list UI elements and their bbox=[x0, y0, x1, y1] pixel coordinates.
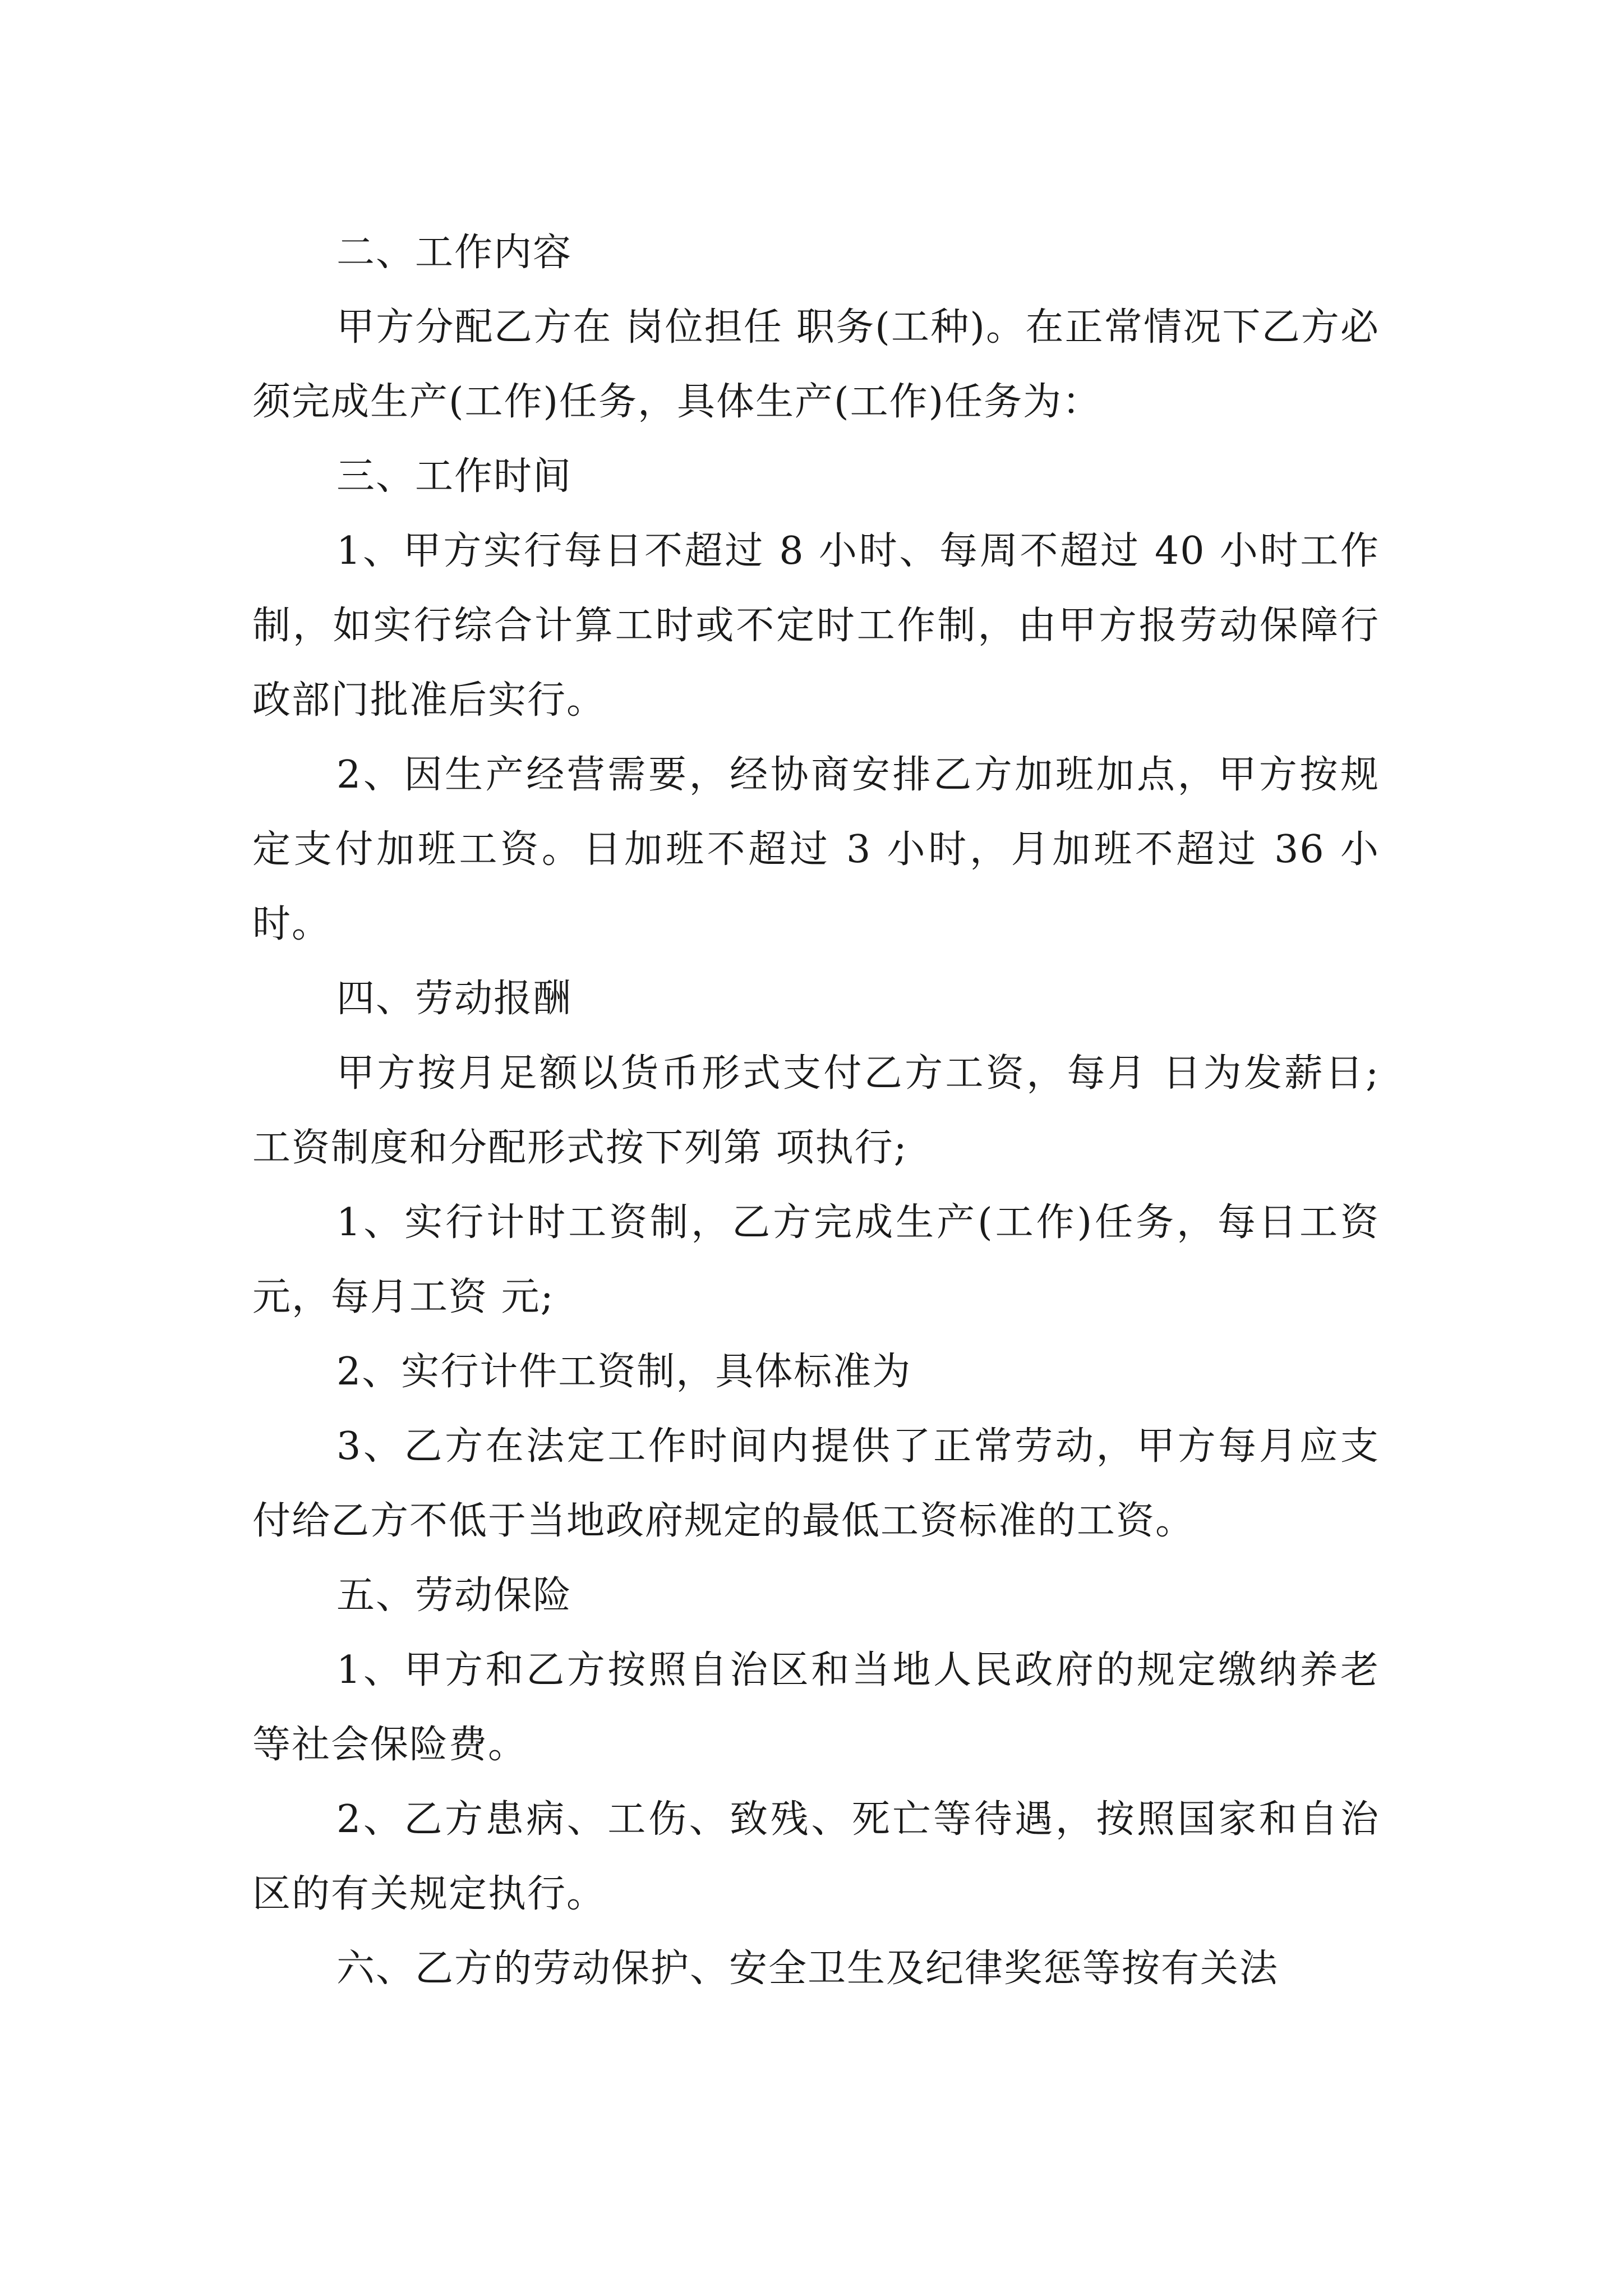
paragraph-working-hours: 1、甲方实行每日不超过 8 小时、每周不超过 40 小时工作制，如实行综合计算工时或不定时工作制，由甲方报劳动保障行政部门批准后实行。 bbox=[252, 529, 1380, 723]
section-heading-labor-protection: 六、乙方的劳动保护、安全卫生及纪律奖惩等按有关法 bbox=[336, 1947, 1279, 1991]
section-heading-remuneration: 四、劳动报酬 bbox=[336, 977, 573, 1021]
paragraph-injury-benefits: 2、乙方患病、工伤、致残、死亡等待遇，按照国家和自治区的有关规定执行。 bbox=[252, 1797, 1380, 1916]
paragraph-overtime: 2、因生产经营需要，经协商安排乙方加班加点，甲方按规定支付加班工资。日加班不超过 3 小时，月加班不超过 36 小时。 bbox=[252, 753, 1380, 946]
section-heading-work-time: 三、工作时间 bbox=[336, 454, 573, 499]
document-page bbox=[252, 215, 1380, 2006]
paragraph-minimum-wage: 3、乙方在法定工作时间内提供了正常劳动，甲方每月应支付给乙方不低于当地政府规定的最低工资标准的工资。 bbox=[252, 1424, 1380, 1543]
paragraph-time-wage: 1、实行计时工资制，乙方完成生产(工作)任务，每日工资 元，每月工资 元; bbox=[252, 1200, 1380, 1319]
paragraph-piece-wage: 2、实行计件工资制，具体标准为 bbox=[336, 1350, 912, 1394]
section-heading-insurance: 五、劳动保险 bbox=[336, 1573, 573, 1618]
paragraph-social-insurance: 1、甲方和乙方按照自治区和当地人民政府的规定缴纳养老等社会保险费。 bbox=[252, 1648, 1380, 1767]
paragraph-work-assignment: 甲方分配乙方在 岗位担任 职务(工种)。在正常情况下乙方必须完成生产(工作)任务，具体生产(工作)任务为： bbox=[252, 305, 1380, 424]
section-heading-work-content: 二、工作内容 bbox=[336, 231, 573, 275]
paragraph-payday: 甲方按月足额以货币形式支付乙方工资，每月 日为发薪日;工资制度和分配形式按下列第 项执行; bbox=[252, 1051, 1380, 1170]
